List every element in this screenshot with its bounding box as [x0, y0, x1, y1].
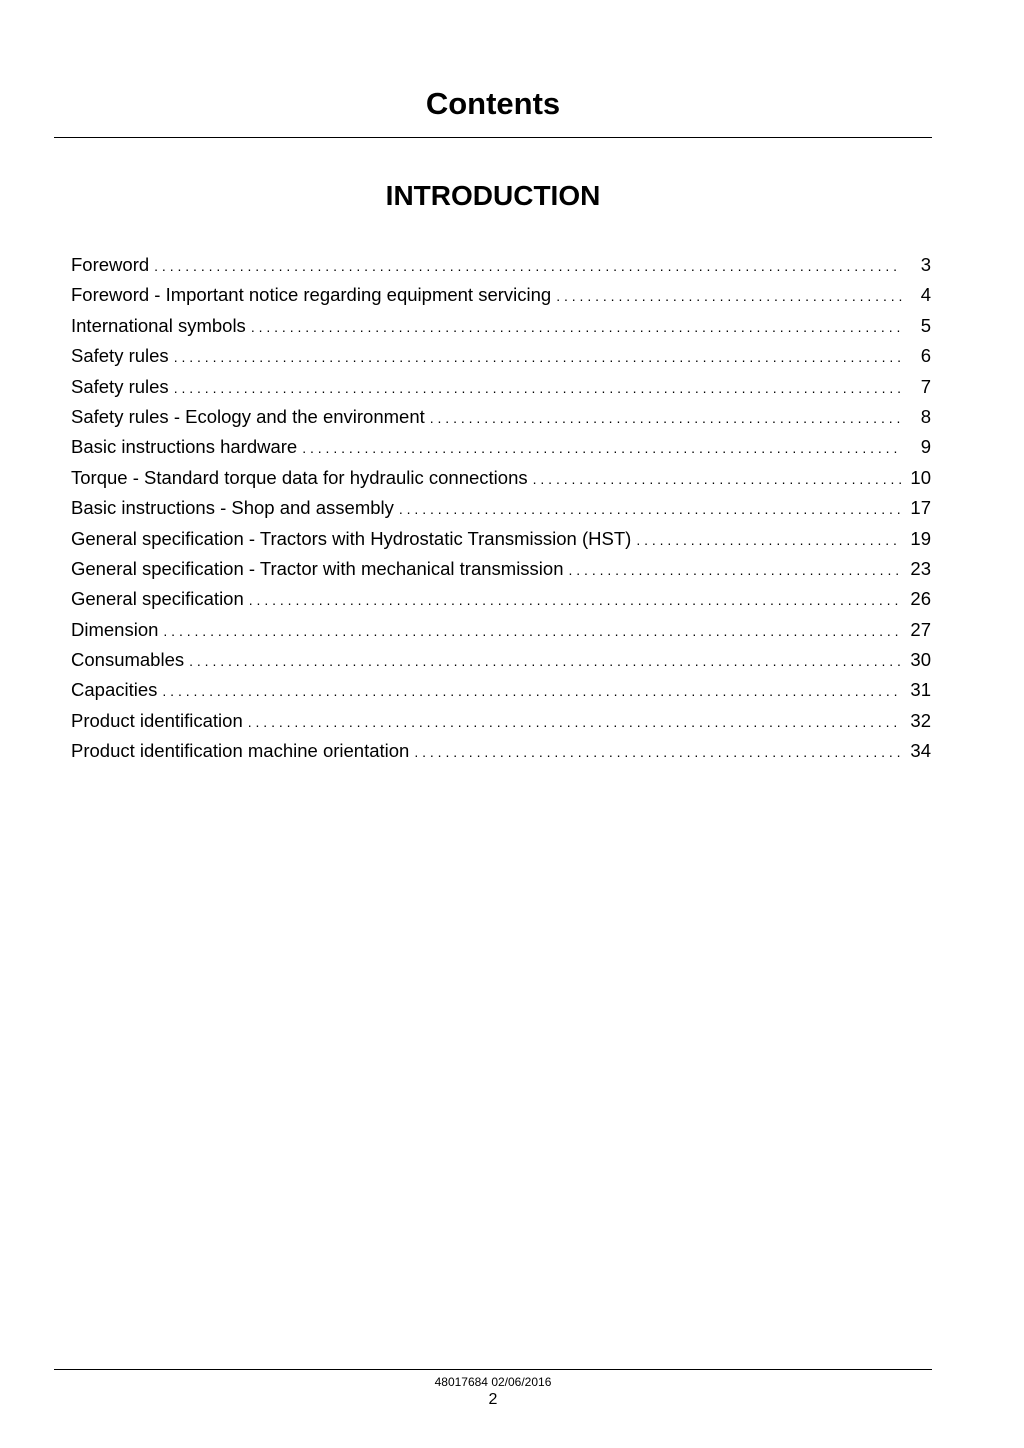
toc-entry-page: 23	[910, 557, 931, 579]
toc-entry-torque[interactable]	[71, 467, 931, 497]
dot-leader	[302, 440, 902, 456]
dot-leader	[636, 532, 902, 548]
section-title: INTRODUCTION	[385, 180, 601, 211]
toc-entry-product-identification[interactable]	[71, 710, 931, 740]
toc-entry-page: 5	[920, 314, 931, 336]
toc-entry-title: Foreword	[71, 254, 150, 275]
toc-entry-machine-orientation[interactable]	[71, 740, 931, 770]
dot-leader	[174, 380, 902, 396]
toc-entry-consumables[interactable]	[71, 649, 931, 679]
toc-entry-title: General specification - Tractors with Hydrostatic Transmission (HST)	[71, 527, 632, 549]
toc-entry-page: 27	[910, 618, 931, 640]
dot-leader	[163, 623, 902, 639]
toc-entry-page: 8	[920, 405, 931, 427]
toc-entry-title: General specification	[71, 588, 244, 610]
document-code: 48017684 02/06/2016	[434, 1375, 552, 1389]
toc-entry-capacities[interactable]	[71, 679, 931, 709]
toc-entry-title: Product identification	[71, 709, 243, 731]
dot-leader	[533, 471, 902, 487]
toc-entry-safety-rules-1[interactable]	[71, 345, 931, 375]
toc-entry-title: Product identification machine orientation	[71, 740, 410, 762]
dot-leader	[556, 288, 902, 304]
toc-entry-title: Safety rules	[71, 375, 169, 397]
dot-leader	[569, 562, 903, 578]
toc-entry-page: 17	[910, 497, 931, 519]
toc-entry-title: Capacities	[71, 679, 158, 701]
toc-entry-basic-instructions-hardware[interactable]	[71, 436, 931, 466]
toc-entry-general-spec[interactable]	[71, 588, 931, 618]
table-of-contents	[71, 254, 931, 771]
page-number: 2	[488, 1391, 498, 1408]
toc-entry-title: Foreword - Important notice regarding equipment servicing	[71, 284, 552, 306]
dot-leader	[189, 653, 902, 669]
dot-leader	[249, 592, 902, 608]
toc-entry-page: 3	[920, 254, 931, 275]
toc-entry-page: 32	[910, 709, 931, 731]
dot-leader	[174, 349, 902, 365]
toc-entry-title: Torque - Standard torque data for hydraulic connections	[71, 466, 528, 488]
toc-entry-title: Safety rules	[71, 345, 169, 367]
header-divider	[54, 137, 932, 138]
toc-entry-page: 4	[920, 284, 931, 306]
toc-entry-safety-rules-ecology[interactable]	[71, 406, 931, 436]
toc-entry-page: 31	[910, 679, 931, 701]
toc-entry-safety-rules-2[interactable]	[71, 376, 931, 406]
toc-entry-page: 26	[910, 588, 931, 610]
dot-leader	[399, 501, 902, 517]
toc-entry-page: 34	[910, 740, 931, 762]
toc-entry-title: Consumables	[71, 649, 185, 671]
toc-entry-title: Basic instructions hardware	[71, 436, 298, 458]
toc-entry-page: 7	[920, 375, 931, 397]
toc-entry-page: 10	[910, 466, 931, 488]
footer-divider	[54, 1369, 932, 1370]
toc-entry-general-spec-mechanical[interactable]	[71, 558, 931, 588]
toc-entry-page: 30	[910, 649, 931, 671]
page-title: Contents	[425, 86, 561, 121]
toc-entry-foreword-important-notice[interactable]	[71, 284, 931, 314]
dot-leader	[162, 683, 902, 699]
toc-entry-dimension[interactable]	[71, 619, 931, 649]
toc-entry-page: 9	[920, 436, 931, 458]
toc-entry-general-spec-hst[interactable]	[71, 528, 931, 558]
toc-entry-foreword[interactable]	[71, 254, 931, 284]
toc-entry-title: International symbols	[71, 314, 246, 336]
dot-leader	[154, 258, 902, 274]
toc-entry-page: 6	[920, 345, 931, 367]
toc-entry-title: Dimension	[71, 618, 159, 640]
toc-entry-international-symbols[interactable]	[71, 315, 931, 345]
toc-entry-title: General specification - Tractor with mechanical transmission	[71, 557, 564, 579]
dot-leader	[251, 319, 902, 335]
toc-entry-page: 19	[910, 527, 931, 549]
dot-leader	[248, 714, 902, 730]
dot-leader	[414, 744, 902, 760]
dot-leader	[430, 410, 902, 426]
toc-entry-title: Safety rules - Ecology and the environment	[71, 405, 425, 427]
toc-entry-shop-and-assembly[interactable]	[71, 497, 931, 527]
toc-entry-title: Basic instructions - Shop and assembly	[71, 497, 394, 519]
